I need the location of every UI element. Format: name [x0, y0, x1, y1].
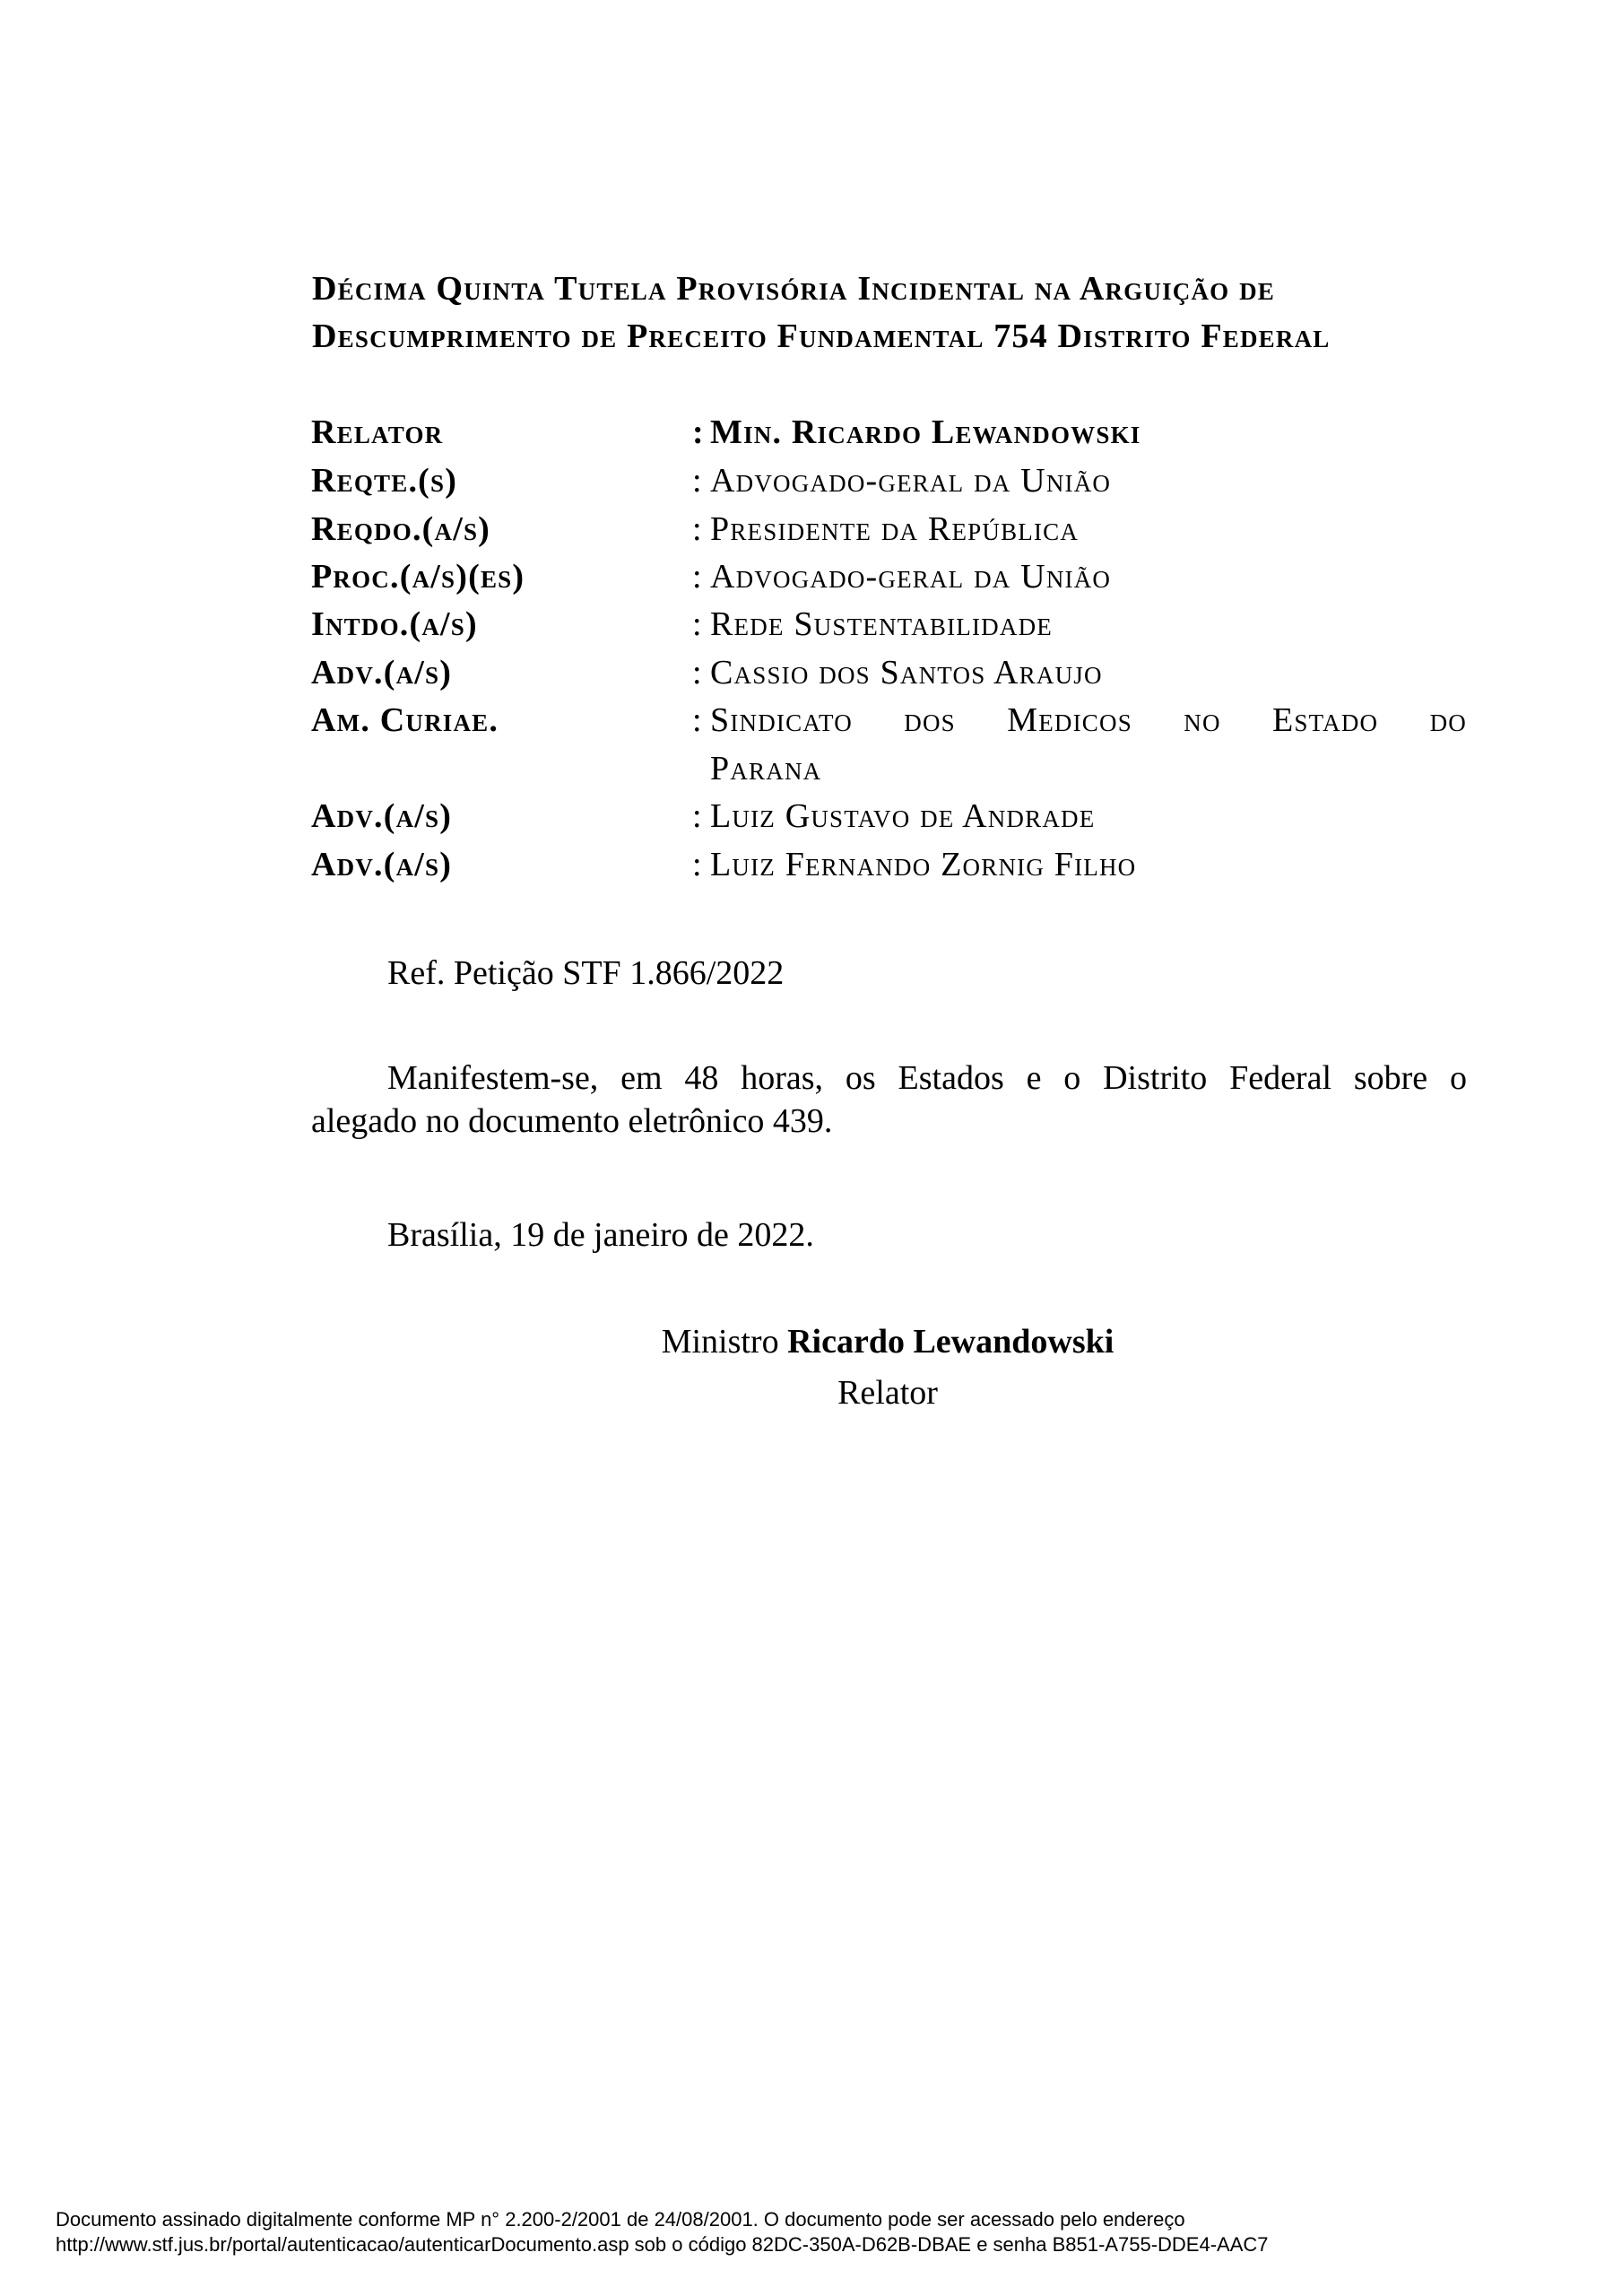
petition-reference: Ref. Petição STF 1.866/2022 [387, 954, 785, 992]
party-value-line-1: Sindicato dos Medicos no Estado do [710, 701, 1467, 739]
footer-line-2: http://www.stf.jus.br/portal/autenticacao/autenticarDocumento.asp sob o código 82DC-350A-D62B-DBAE e senha B851-A755-DDE4-AAC7 [56, 2233, 1269, 2256]
party-value: Luiz Fernando Zornig Filho [710, 846, 1137, 883]
party-separator: : [692, 413, 704, 451]
signature-name: Ricardo Lewandowski [787, 1323, 1115, 1361]
place-and-date: Brasília, 19 de janeiro de 2022. [387, 1216, 814, 1254]
party-label: Am. Curiae. [311, 701, 499, 739]
footer-line-1: Documento assinado digitalmente conforme MP n° 2.200-2/2001 de 24/08/2001. O documento pode ser acessado pelo endereço [56, 2208, 1185, 2231]
party-value: Rede Sustentabilidade [710, 605, 1053, 643]
party-label: Adv.(a/s) [311, 797, 453, 835]
party-separator: : [692, 654, 702, 691]
party-label: Reqdo.(a/s) [311, 510, 491, 548]
title-line-2: Descumprimento de Preceito Fundamental 754 Distrito Federal [312, 317, 1331, 355]
party-separator: : [692, 797, 702, 835]
party-separator: : [692, 462, 702, 500]
party-value: Cassio dos Santos Araujo [710, 654, 1103, 691]
party-label: Adv.(a/s) [311, 654, 453, 691]
party-label: Relator [311, 413, 444, 451]
party-separator: : [692, 605, 702, 643]
party-value-line-2: Parana [710, 750, 822, 787]
party-value: Luiz Gustavo de Andrade [710, 797, 1096, 835]
party-value: Advogado-geral da União [710, 558, 1112, 596]
party-label: Reqte.(s) [311, 462, 458, 500]
party-separator: : [692, 510, 702, 548]
order-text-line-2: alegado no documento eletrônico 439. [311, 1102, 833, 1140]
signature-role: Relator [837, 1374, 938, 1412]
party-label: Intdo.(a/s) [311, 605, 478, 643]
title-line-1: Décima Quinta Tutela Provisória Incidental na Arguição de [312, 270, 1275, 308]
party-label: Adv.(a/s) [311, 846, 453, 883]
signature-line [574, 1325, 1201, 1359]
party-label: Proc.(a/s)(es) [311, 558, 525, 596]
party-value: Advogado-geral da União [710, 462, 1112, 500]
party-separator: : [692, 558, 702, 596]
party-separator: : [692, 846, 702, 883]
party-value: Presidente da República [710, 510, 1080, 548]
order-text-line-1: Manifestem-se, em 48 horas, os Estados e o Distrito Federal sobre o [387, 1059, 1467, 1097]
signature-prefix: Ministro [661, 1323, 779, 1361]
party-value: Min. Ricardo Lewandowski [710, 413, 1141, 451]
party-separator: : [692, 701, 702, 739]
